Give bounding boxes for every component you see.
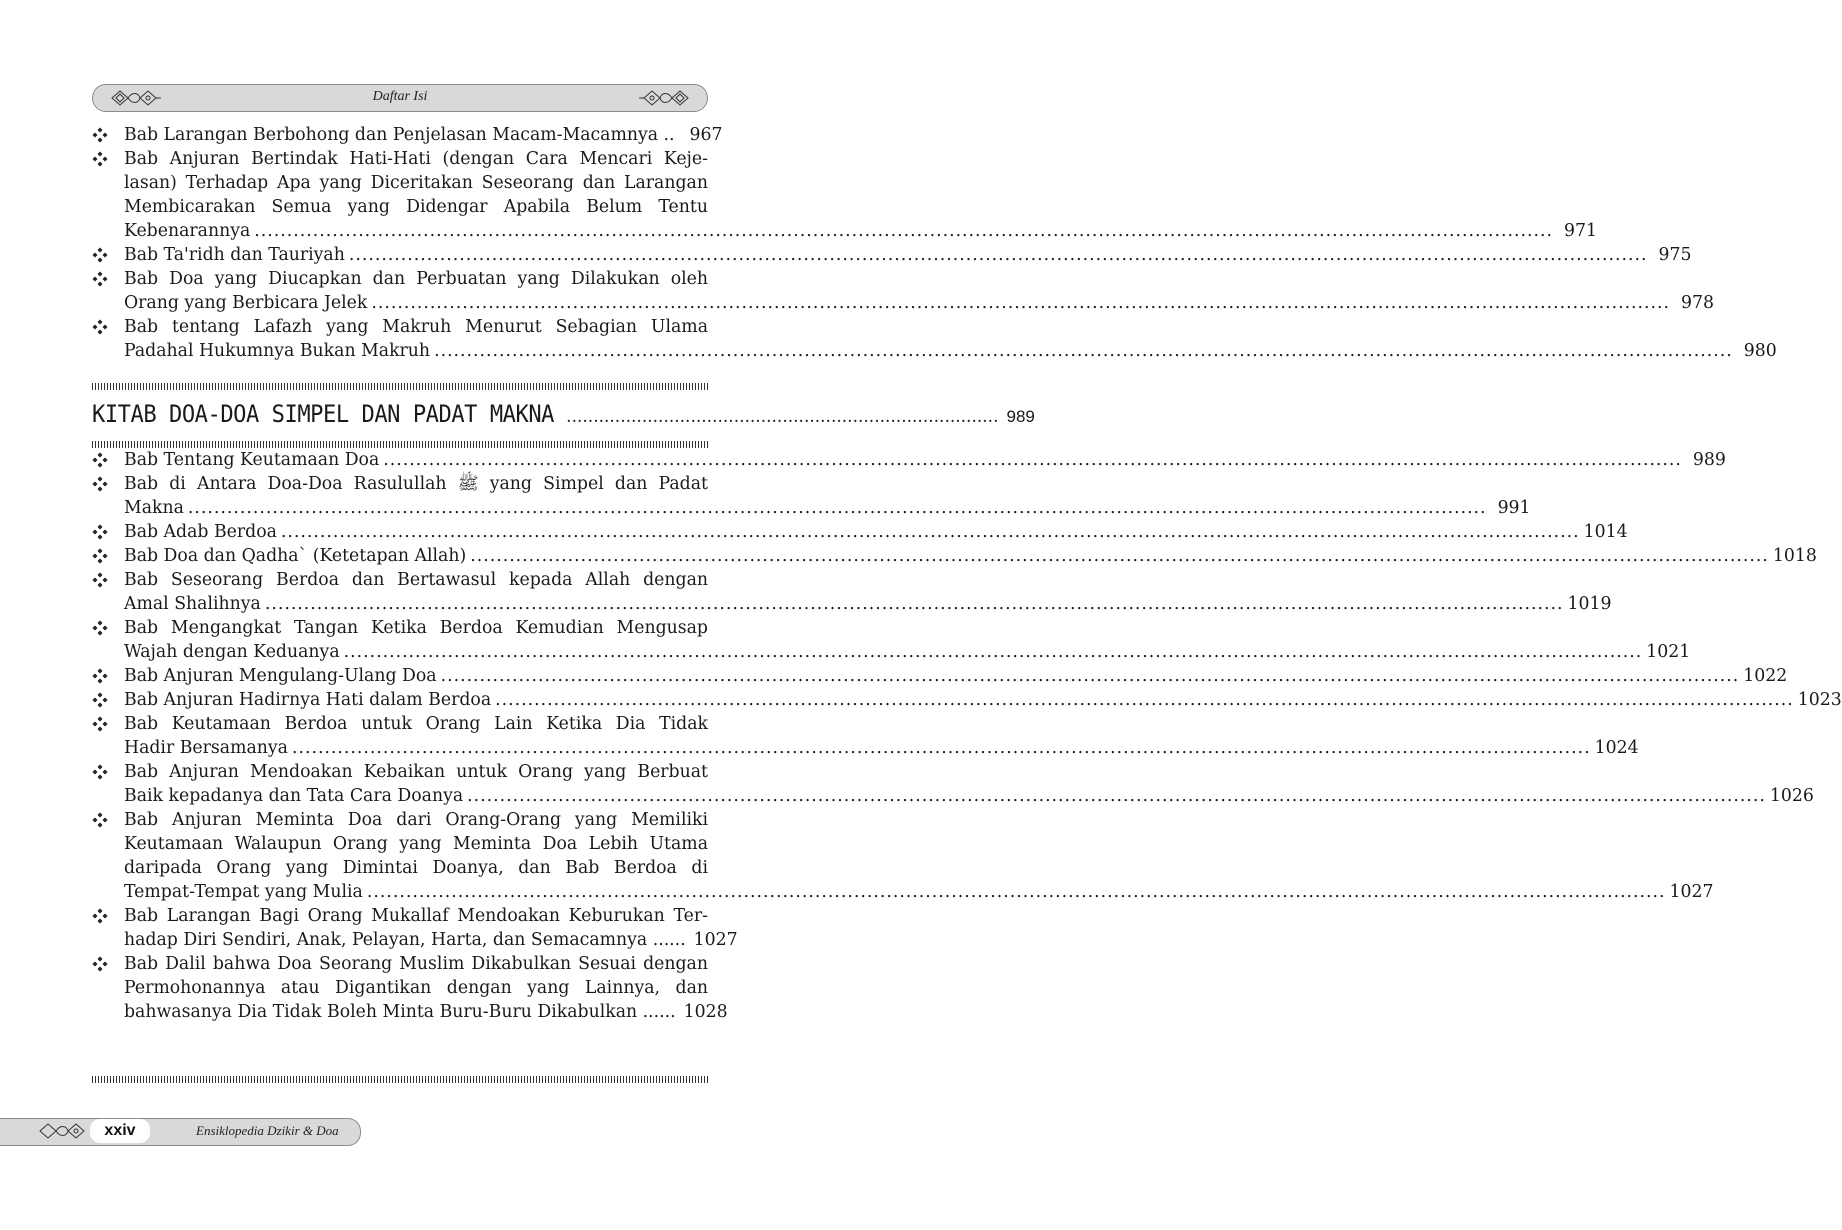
toc-entry-text: Amal Shalihnya [124, 594, 261, 614]
toc-entry[interactable] [92, 688, 1842, 712]
toc-entry-page: 980 [1743, 341, 1777, 361]
toc-entry[interactable] [92, 544, 1817, 568]
toc-entry-line: Bab Dalil bahwa Doa Seorang Muslim Dikabulkan Sesuai dengan [124, 954, 708, 974]
toc-entry-text: Bab Larangan Berbohong dan Penjelasan Macam-Macamnya .. [124, 125, 675, 145]
toc-entry-line: Permohonannya atau Digantikan dengan yang Lainnya, dan [124, 978, 708, 998]
leader-dots [495, 688, 1794, 712]
diamond-bullet-icon [92, 908, 108, 924]
toc-entry[interactable] [92, 448, 1726, 472]
diamond-bullet-icon [92, 151, 108, 167]
page-number: xxiv [104, 1122, 136, 1139]
toc-entry-text: Padahal Hukumnya Bukan Makruh [124, 341, 431, 361]
toc-entry-text: Bab Tentang Keutamaan Doa [124, 450, 380, 470]
book-title: Ensiklopedia Dzikir & Doa [196, 1123, 339, 1138]
leader-dots [383, 448, 1682, 472]
toc-entry[interactable] [92, 472, 1531, 520]
leader-dots [349, 243, 1648, 267]
header-banner [92, 84, 708, 112]
toc-entry-last-line [124, 496, 1531, 520]
toc-entry-text: hadap Diri Sendiri, Anak, Pelayan, Harta, dan Semacamnya ...... [124, 930, 686, 950]
diamond-bullet-icon [92, 247, 108, 263]
toc-entry-line: Bab Anjuran Bertindak Hati-Hati (dengan Cara Mencari Keje- [124, 149, 708, 169]
toc-entry-line: Bab Anjuran Mendoakan Kebaikan untuk Orang yang Berbuat [124, 762, 708, 782]
toc-entry-last-line [124, 123, 723, 147]
leader-dots [254, 219, 1553, 243]
toc-entry-text: Bab Adab Berdoa [124, 522, 277, 542]
diamond-bullet-icon [92, 764, 108, 780]
toc-entry[interactable] [92, 147, 1597, 243]
diamond-bullet-icon [92, 476, 108, 492]
toc-entry-text: Bab Ta'ridh dan Tauriyah [124, 245, 345, 265]
header-title: Daftar Isi [372, 89, 428, 104]
ornament-icon [38, 1121, 90, 1141]
toc-entry-last-line [124, 736, 1639, 760]
diamond-bullet-icon [92, 812, 108, 828]
toc-entry-line: Bab Seseorang Berdoa dan Bertawasul kepada Allah dengan [124, 570, 708, 590]
diamond-bullet-icon [92, 271, 108, 287]
toc-entry-last-line [124, 520, 1628, 544]
toc-entry-page: 971 [1563, 221, 1597, 241]
toc-entry-text: Bab Anjuran Hadirnya Hati dalam Berdoa [124, 690, 492, 710]
leader-dots [566, 407, 998, 427]
toc-entry-line: Bab Doa yang Diucapkan dan Perbuatan yang Dilakukan oleh [124, 269, 708, 289]
toc-entry-last-line [124, 243, 1692, 267]
leader-dots [470, 544, 1769, 568]
toc-entry-page: 1026 [1769, 786, 1814, 806]
toc-entry-page: 1018 [1772, 546, 1817, 566]
toc-entry-line: lasan) Terhadap Apa yang Diceritakan Seseorang dan Larangan [124, 173, 708, 193]
toc-entry-line: Bab di Antara Doa-Doa Rasulullah ﷺ yang Simpel dan Padat [124, 474, 708, 494]
toc-entry-last-line [124, 219, 1597, 243]
toc-entry[interactable] [92, 712, 1639, 760]
chapter-title: KITAB DOA-DOA SIMPEL DAN PADAT MAKNA [92, 400, 554, 428]
toc-entry-text: Hadir Bersamanya [124, 738, 288, 758]
toc-entry-page: 989 [1692, 450, 1726, 470]
section-divider [92, 1076, 708, 1083]
toc-entry-last-line [124, 784, 1814, 808]
toc-entry[interactable] [92, 267, 1715, 315]
toc-entry-last-line [124, 928, 738, 952]
toc-entry[interactable] [92, 760, 1814, 808]
toc-entry-last-line [124, 291, 1715, 315]
diamond-bullet-icon [92, 452, 108, 468]
toc-entry-text: Bab Doa dan Qadha` (Ketetapan Allah) [124, 546, 467, 566]
toc-entry-page: 1021 [1646, 642, 1691, 662]
toc-entry-line: Bab Larangan Bagi Orang Mukallaf Mendoakan Keburukan Ter- [124, 906, 708, 926]
leader-dots [265, 592, 1564, 616]
toc-entry-text: Makna [124, 498, 184, 518]
diamond-bullet-icon [92, 319, 108, 335]
diamond-bullet-icon [92, 548, 108, 564]
toc-entry-last-line [124, 1000, 728, 1024]
toc-entry-last-line [124, 448, 1726, 472]
diamond-bullet-icon [92, 716, 108, 732]
diamond-bullet-icon [92, 572, 108, 588]
toc-section-previous [92, 123, 1777, 363]
leader-dots [441, 664, 1740, 688]
toc-entry-last-line [124, 640, 1691, 664]
toc-entry-text: Baik kepadanya dan Tata Cara Doanya [124, 786, 464, 806]
leader-dots [467, 784, 1766, 808]
toc-entry-page: 1024 [1594, 738, 1639, 758]
chapter-heading[interactable] [92, 400, 1035, 428]
toc-entry-page: 967 [689, 125, 723, 145]
toc-entry-line: Bab Anjuran Meminta Doa dari Orang-Orang yang Memiliki [124, 810, 708, 830]
ornament-icon [638, 87, 690, 109]
toc-entry[interactable] [92, 808, 1714, 904]
toc-section-chapter [92, 448, 1842, 1024]
toc-entry-page: 975 [1658, 245, 1692, 265]
section-divider [92, 383, 708, 390]
toc-entry-page: 1027 [693, 930, 738, 950]
toc-entry-page: 1019 [1567, 594, 1612, 614]
toc-entry-last-line [124, 880, 1714, 904]
diamond-bullet-icon [92, 620, 108, 636]
toc-entry-text: Tempat-Tempat yang Mulia [124, 882, 363, 902]
toc-entry-page: 1014 [1583, 522, 1628, 542]
toc-entry[interactable] [92, 123, 723, 147]
toc-entry[interactable] [92, 952, 728, 1024]
toc-entry-line: Membicarakan Semua yang Didengar Apabila Belum Tentu [124, 197, 708, 217]
toc-entry-page: 1023 [1797, 690, 1842, 710]
toc-entry-text: Kebenarannya [124, 221, 251, 241]
toc-entry-line: Bab tentang Lafazh yang Makruh Menurut Sebagian Ulama [124, 317, 708, 337]
toc-entry[interactable] [92, 904, 738, 952]
footer-banner [0, 1118, 360, 1144]
toc-entry[interactable] [92, 568, 1612, 616]
diamond-bullet-icon [92, 524, 108, 540]
toc-entry-last-line [124, 664, 1788, 688]
toc-entry-page: 991 [1497, 498, 1531, 518]
toc-entry-line: Bab Mengangkat Tangan Ketika Berdoa Kemudian Mengusap [124, 618, 708, 638]
chapter-page: 989 [1006, 407, 1035, 426]
toc-entry-last-line [124, 544, 1817, 568]
leader-dots [281, 520, 1580, 544]
toc-entry[interactable] [92, 520, 1628, 544]
diamond-bullet-icon [92, 692, 108, 708]
leader-dots [371, 291, 1670, 315]
toc-entry-text: Wajah dengan Keduanya [124, 642, 340, 662]
section-divider [92, 441, 708, 448]
toc-entry-line: Bab Keutamaan Berdoa untuk Orang Lain Ketika Dia Tidak [124, 714, 708, 734]
leader-dots [367, 880, 1666, 904]
toc-entry-text: bahwasanya Dia Tidak Boleh Minta Buru-Buru Dikabulkan ...... [124, 1002, 676, 1022]
toc-entry[interactable] [92, 664, 1788, 688]
toc-entry-line: daripada Orang yang Dimintai Doanya, dan Bab Berdoa di [124, 858, 708, 878]
toc-entry-page: 1027 [1669, 882, 1714, 902]
diamond-bullet-icon [92, 127, 108, 143]
toc-entry[interactable] [92, 616, 1691, 664]
leader-dots [292, 736, 1591, 760]
leader-dots [434, 339, 1733, 363]
toc-entry-last-line [124, 592, 1612, 616]
diamond-bullet-icon [92, 956, 108, 972]
toc-entry[interactable] [92, 315, 1777, 363]
toc-entry-text: Bab Anjuran Mengulang-Ulang Doa [124, 666, 437, 686]
toc-entry-page: 1022 [1743, 666, 1788, 686]
toc-entry-page: 978 [1681, 293, 1715, 313]
toc-entry-page: 1028 [683, 1002, 728, 1022]
toc-entry-text: Orang yang Berbicara Jelek [124, 293, 368, 313]
leader-dots [344, 640, 1643, 664]
toc-entry-last-line [124, 688, 1842, 712]
toc-entry[interactable] [92, 243, 1692, 267]
leader-dots [188, 496, 1487, 520]
toc-entry-last-line [124, 339, 1777, 363]
toc-entry-line: Keutamaan Walaupun Orang yang Meminta Doa Lebih Utama [124, 834, 708, 854]
diamond-bullet-icon [92, 668, 108, 684]
